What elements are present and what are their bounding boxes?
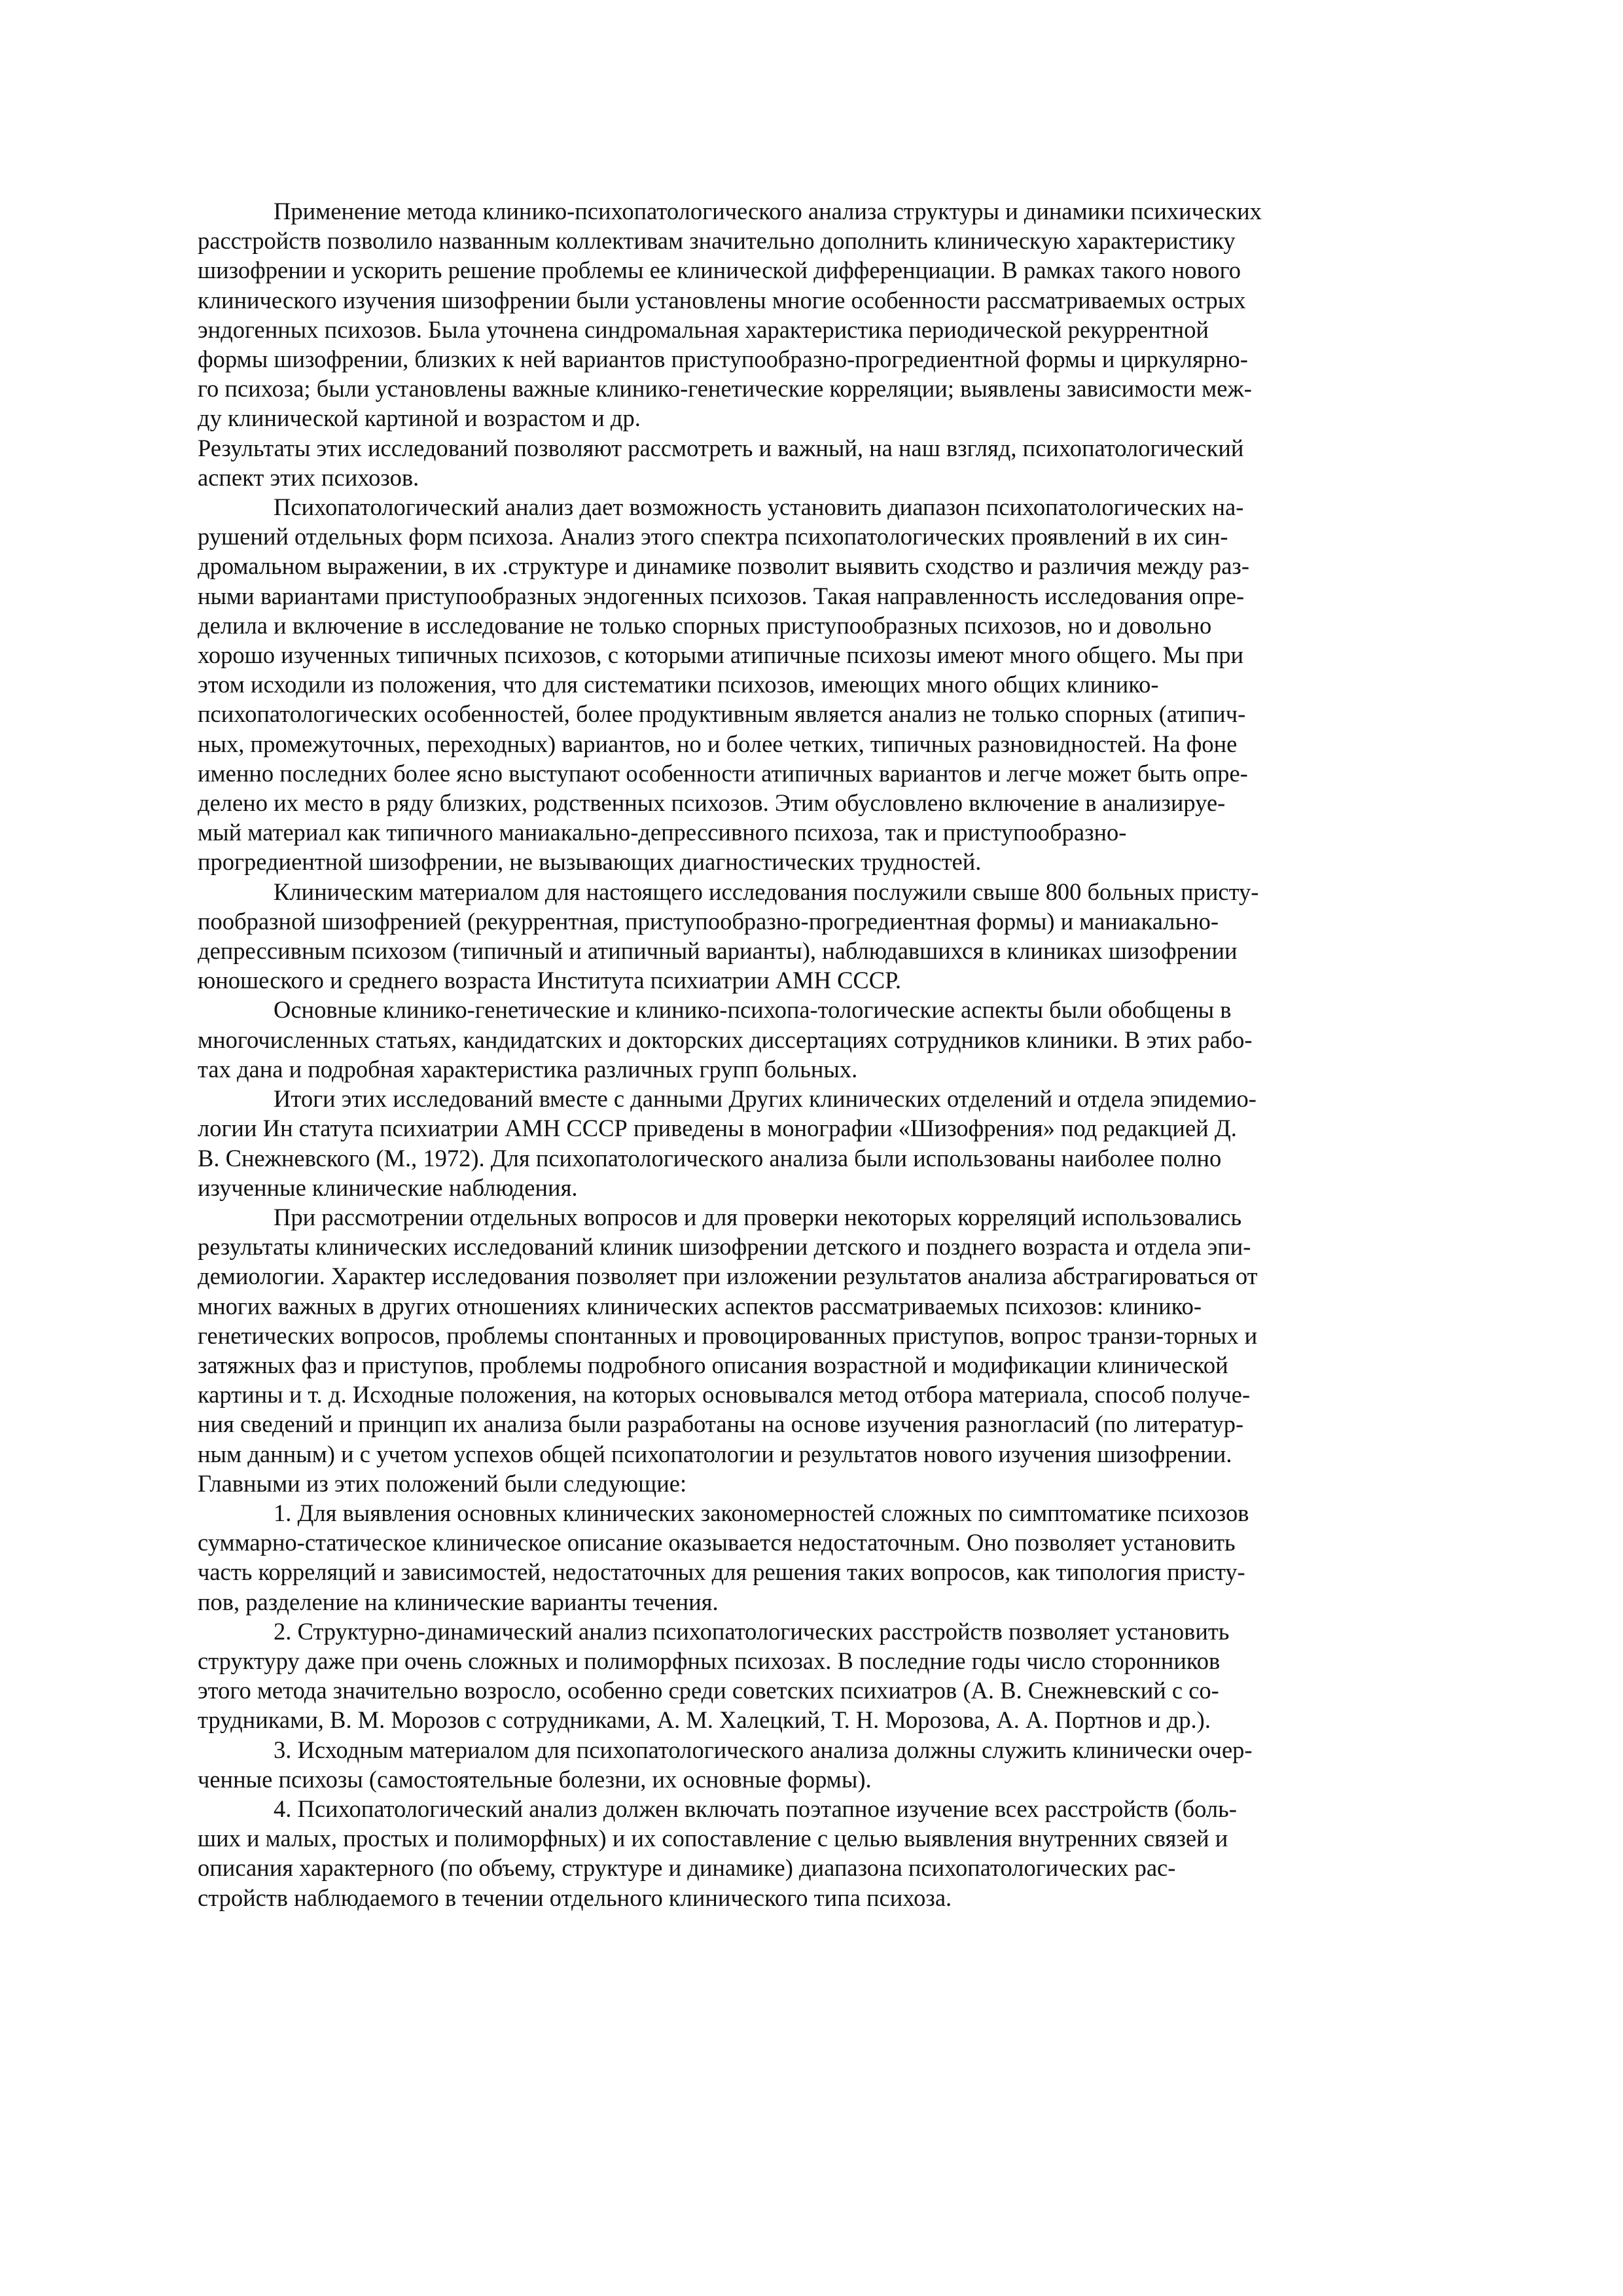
text-line: многих важных в других отношениях клинических аспектов рассматриваемых психозов: клинико- [198, 1292, 1202, 1319]
text-line: Психопатологический анализ дает возможность установить диапазон психопатологических на- [274, 493, 1244, 521]
text-line: формы шизофрении, близких к ней вариантов приступообразно-прогредиентной формы и циркулярно- [198, 346, 1248, 373]
text-line: логии Ин статута психиатрии АМН СССР приведены в монографии «Шизофрения» под редакцией Д. [198, 1115, 1237, 1142]
text-line: изученные клинические наблюдения. [198, 1174, 578, 1201]
text-line: депрессивным психозом (типичный и атипичный варианты), наблюдавшихся в клиниках шизофрении [198, 937, 1238, 965]
text-line: эндогенных психозов. Была уточнена синдромальная характеристика периодической рекуррентной [198, 315, 1209, 343]
paragraph [198, 492, 1376, 877]
text-line: мый материал как типичного маниакально-депрессивного психоза, так и приступообразно- [198, 819, 1127, 846]
text-line: Основные клинико-генетические и клинико-психопа-тологические аспекты были обобщены в [274, 996, 1232, 1024]
text-line: тах дана и подробная характеристика различных групп больных. [198, 1055, 858, 1083]
text-line: 2. Структурно-динамический анализ психопатологических расстройств позволяет установить [274, 1617, 1230, 1645]
text-line: расстройств позволило названным коллективам значительно дополнить клиническую характеристику [198, 227, 1236, 255]
paragraph [198, 196, 1376, 433]
text-line: картины и т. д. Исходные положения, на которых основывался метод отбора материала, способ получе- [198, 1381, 1251, 1408]
paragraph [198, 1617, 1376, 1735]
text-line: клинического изучения шизофрении были установлены многие особенности рассматриваемых острых [198, 286, 1246, 314]
text-line: Клиническим материалом для настоящего исследования послужили свыше 800 больных присту- [274, 878, 1259, 905]
text-line: ными вариантами приступообразных эндогенных психозов. Такая направленность исследования опре- [198, 582, 1245, 609]
text-line: многочисленных статьях, кандидатских и докторских диссертациях сотрудников клиники. В этих рабо- [198, 1026, 1253, 1053]
paragraph [198, 433, 1376, 492]
text-line: го психоза; были установлены важные клинико-генетические корреляции; выявлены зависимости меж- [198, 375, 1252, 403]
text-line: ченные психозы (самостоятельные болезни, их основные формы). [198, 1765, 872, 1793]
paragraph [198, 1084, 1376, 1202]
paragraph [198, 1735, 1376, 1794]
text-line: Итоги этих исследований вместе с данными Других клинических отделений и отдела эпидемио- [274, 1085, 1257, 1113]
paragraph [198, 1498, 1376, 1617]
text-line: Применение метода клинико-психопатологического анализа структуры и динамики психических [274, 198, 1262, 224]
text-line: пов, разделение на клинические варианты течения. [198, 1588, 719, 1615]
text-line: Главными из этих положений были следующие: [198, 1469, 687, 1497]
text-line: Результаты этих исследований позволяют рассмотреть и важный, на наш взгляд, психопатологический [198, 434, 1244, 461]
text-line: этом исходили из положения, что для систематики психозов, имеющих много общих клинико- [198, 671, 1159, 698]
text-line: 4. Психопатологический анализ должен включать поэтапное изучение всех расстройств (боль- [274, 1795, 1237, 1822]
text-line: При рассмотрении отдельных вопросов и для проверки некоторых корреляций использовались [274, 1203, 1242, 1230]
text-line: аспект этих психозов. [198, 463, 419, 491]
paragraph [198, 995, 1376, 1084]
text-line: юношеского и среднего возраста Института психиатрии АМН СССР. [198, 967, 901, 994]
text-line: хорошо изученных типичных психозов, с которыми атипичные психозы имеют много общего. Мы при [198, 641, 1244, 669]
text-line: психопатологических особенностей, более продуктивным является анализ не только спорных (атипич- [198, 700, 1246, 728]
text-line: этого метода значительно возросло, особенно среди советских психиатров (А. В. Снежневский с со- [198, 1677, 1219, 1704]
text-line: стройств наблюдаемого в течении отдельного клинического типа психоза. [198, 1884, 952, 1911]
text-line: пообразной шизофренией (рекуррентная, приступообразно-прогредиентная формы) и маниакально- [198, 907, 1219, 935]
text-line: делено их место в ряду близких, родственных психозов. Этим обусловлено включение в анализируе- [198, 789, 1226, 817]
body-text [198, 196, 1376, 1912]
text-line: 3. Исходным материалом для психопатологического анализа должны служить клинически очер- [274, 1736, 1253, 1763]
text-line: структуру даже при очень сложных и полиморфных психозах. В последние годы число сторонников [198, 1647, 1221, 1674]
text-line: ным данным) и с учетом успехов общей психопатологии и результатов нового изучения шизофрении. [198, 1440, 1232, 1467]
text-line: ных, промежуточных, переходных) вариантов, но и более четких, типичных разновидностей. На фоне [198, 730, 1238, 757]
text-line: суммарно-статическое клиническое описание оказывается недостаточным. Оно позволяет установить [198, 1529, 1236, 1556]
text-line: именно последних более ясно выступают особенности атипичных вариантов и легче может быть опре- [198, 759, 1248, 787]
text-line: ния сведений и принцип их анализа были разработаны на основе изучения разногласий (по литератур- [198, 1410, 1244, 1438]
paragraph [198, 1202, 1376, 1498]
text-line: ших и малых, простых и полиморфных) и их сопоставление с целью выявления внутренних связей и [198, 1825, 1228, 1852]
text-line: В. Снежневского (М., 1972). Для психопатологического анализа были использованы наиболее полно [198, 1144, 1222, 1172]
text-line: рушений отдельных форм психоза. Анализ этого спектра психопатологических проявлений в их син- [198, 523, 1228, 550]
text-line: генетических вопросов, проблемы спонтанных и провоцированных приступов, вопрос транзи-торных и [198, 1321, 1258, 1349]
text-line: ду клинической картиной и возрастом и др. [198, 404, 641, 432]
text-line: демиологии. Характер исследования позволяет при изложении результатов анализа абстрагироваться от [198, 1263, 1258, 1290]
text-line: часть корреляций и зависимостей, недостаточных для решения таких вопросов, как типология присту- [198, 1558, 1245, 1586]
text-line: прогредиентной шизофрении, не вызывающих диагностических трудностей. [198, 848, 982, 876]
text-line: трудниками, В. М. Морозов с сотрудниками, А. М. Халецкий, Т. Н. Морозова, А. А. Портнов и др.). [198, 1706, 1211, 1734]
text-line: описания характерного (по объему, структуре и динамике) диапазона психопатологических рас- [198, 1854, 1176, 1882]
text-line: шизофрении и ускорить решение проблемы ее клинической дифференциации. В рамках такого нового [198, 257, 1241, 284]
text-line: результаты клинических исследований клиник шизофрении детского и позднего возраста и отдела эпи- [198, 1233, 1251, 1261]
text-line: затяжных фаз и приступов, проблемы подробного описания возрастной и модификации клинической [198, 1351, 1228, 1378]
text-line: 1. Для выявления основных клинических закономерностей сложных по симптоматике психозов [274, 1499, 1249, 1526]
text-line: дромальном выражении, в их .структуре и динамике позволит выявить сходство и различия между раз- [198, 552, 1249, 580]
paragraph [198, 877, 1376, 996]
paragraph [198, 1794, 1376, 1912]
text-line: делила и включение в исследование не только спорных приступообразных психозов, но и довольно [198, 611, 1212, 639]
